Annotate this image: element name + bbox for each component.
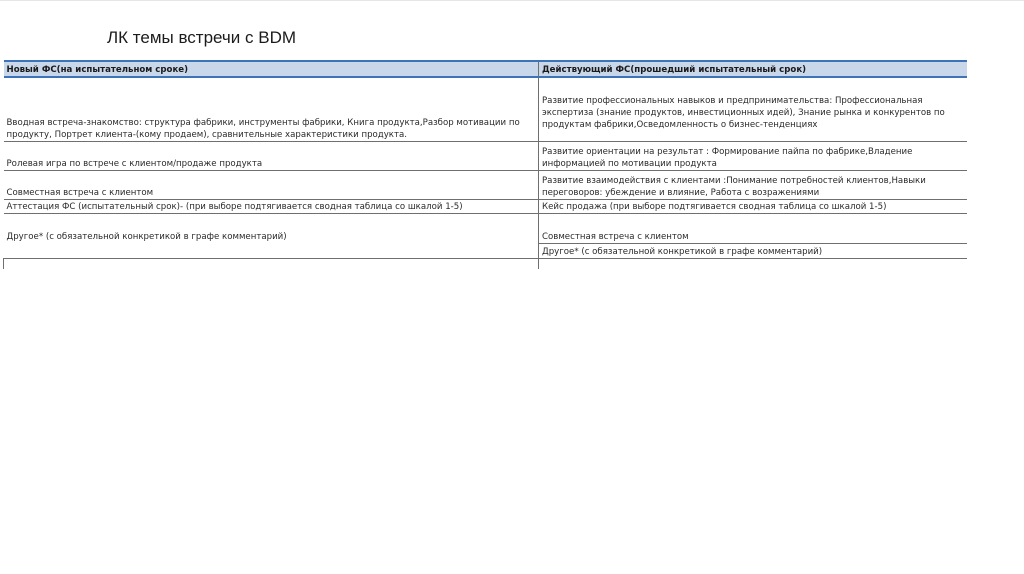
- column-header-active-fs: Действующий ФС(прошедший испытательный срок): [539, 61, 967, 77]
- column-header-new-fs: Новый ФС(на испытательном сроке): [4, 61, 539, 77]
- table-header-row: [4, 61, 967, 77]
- table-cell: Кейс продажа (при выборе подтягивается сводная таблица со шкалой 1-5): [539, 199, 967, 213]
- table-row: [4, 170, 967, 199]
- table-cell: Развитие ориентации на результат : Формирование пайпа по фабрике,Владение информацией по мотивации продукта: [539, 141, 967, 170]
- table-cell: Ролевая игра по встрече с клиентом/продаже продукта: [4, 141, 539, 170]
- table-cell: Другое* (с обязательной конкретикой в графе комментарий): [4, 213, 539, 243]
- table-tail-row: [4, 258, 967, 269]
- top-divider: [0, 0, 1024, 1]
- table-row: [4, 77, 967, 141]
- table-row: [4, 213, 967, 243]
- table-cell: Другое* (с обязательной конкретикой в графе комментарий): [539, 243, 967, 258]
- table-row: [4, 199, 967, 213]
- table-cell: Вводная встреча-знакомство: структура фабрики, инструменты фабрики, Книга продукта,Разбор мотивации по продукту, Портрет клиента-(кому продаем), сравнительные характеристики продукта.: [4, 77, 539, 141]
- table-tail-cell: [4, 258, 539, 269]
- table-row: [4, 243, 967, 258]
- table-cell: Аттестация ФС (испытательный срок)- (при выборе подтягивается сводная таблица со шкалой 1-5): [4, 199, 539, 213]
- topics-table: [3, 60, 967, 269]
- table-cell: Развитие взаимодействия с клиентами :Понимание потребностей клиентов,Навыки переговоров: убеждение и влияние, Работа с возражениями: [539, 170, 967, 199]
- table-cell: [4, 243, 539, 258]
- slide-title: ЛК темы встречи с BDM: [107, 28, 297, 47]
- table-row: [4, 141, 967, 170]
- table-cell: Развитие профессиональных навыков и предпринимательства: Профессиональная экспертиза (знание продуктов, инвестиционных идей), Знание рынка и конкурентов по продуктам фабрики,Осведомленность о бизнес-тенденциях: [539, 77, 967, 141]
- table-cell: Совместная встреча с клиентом: [539, 213, 967, 243]
- table-cell: Совместная встреча с клиентом: [4, 170, 539, 199]
- table-tail-cell: [539, 258, 967, 269]
